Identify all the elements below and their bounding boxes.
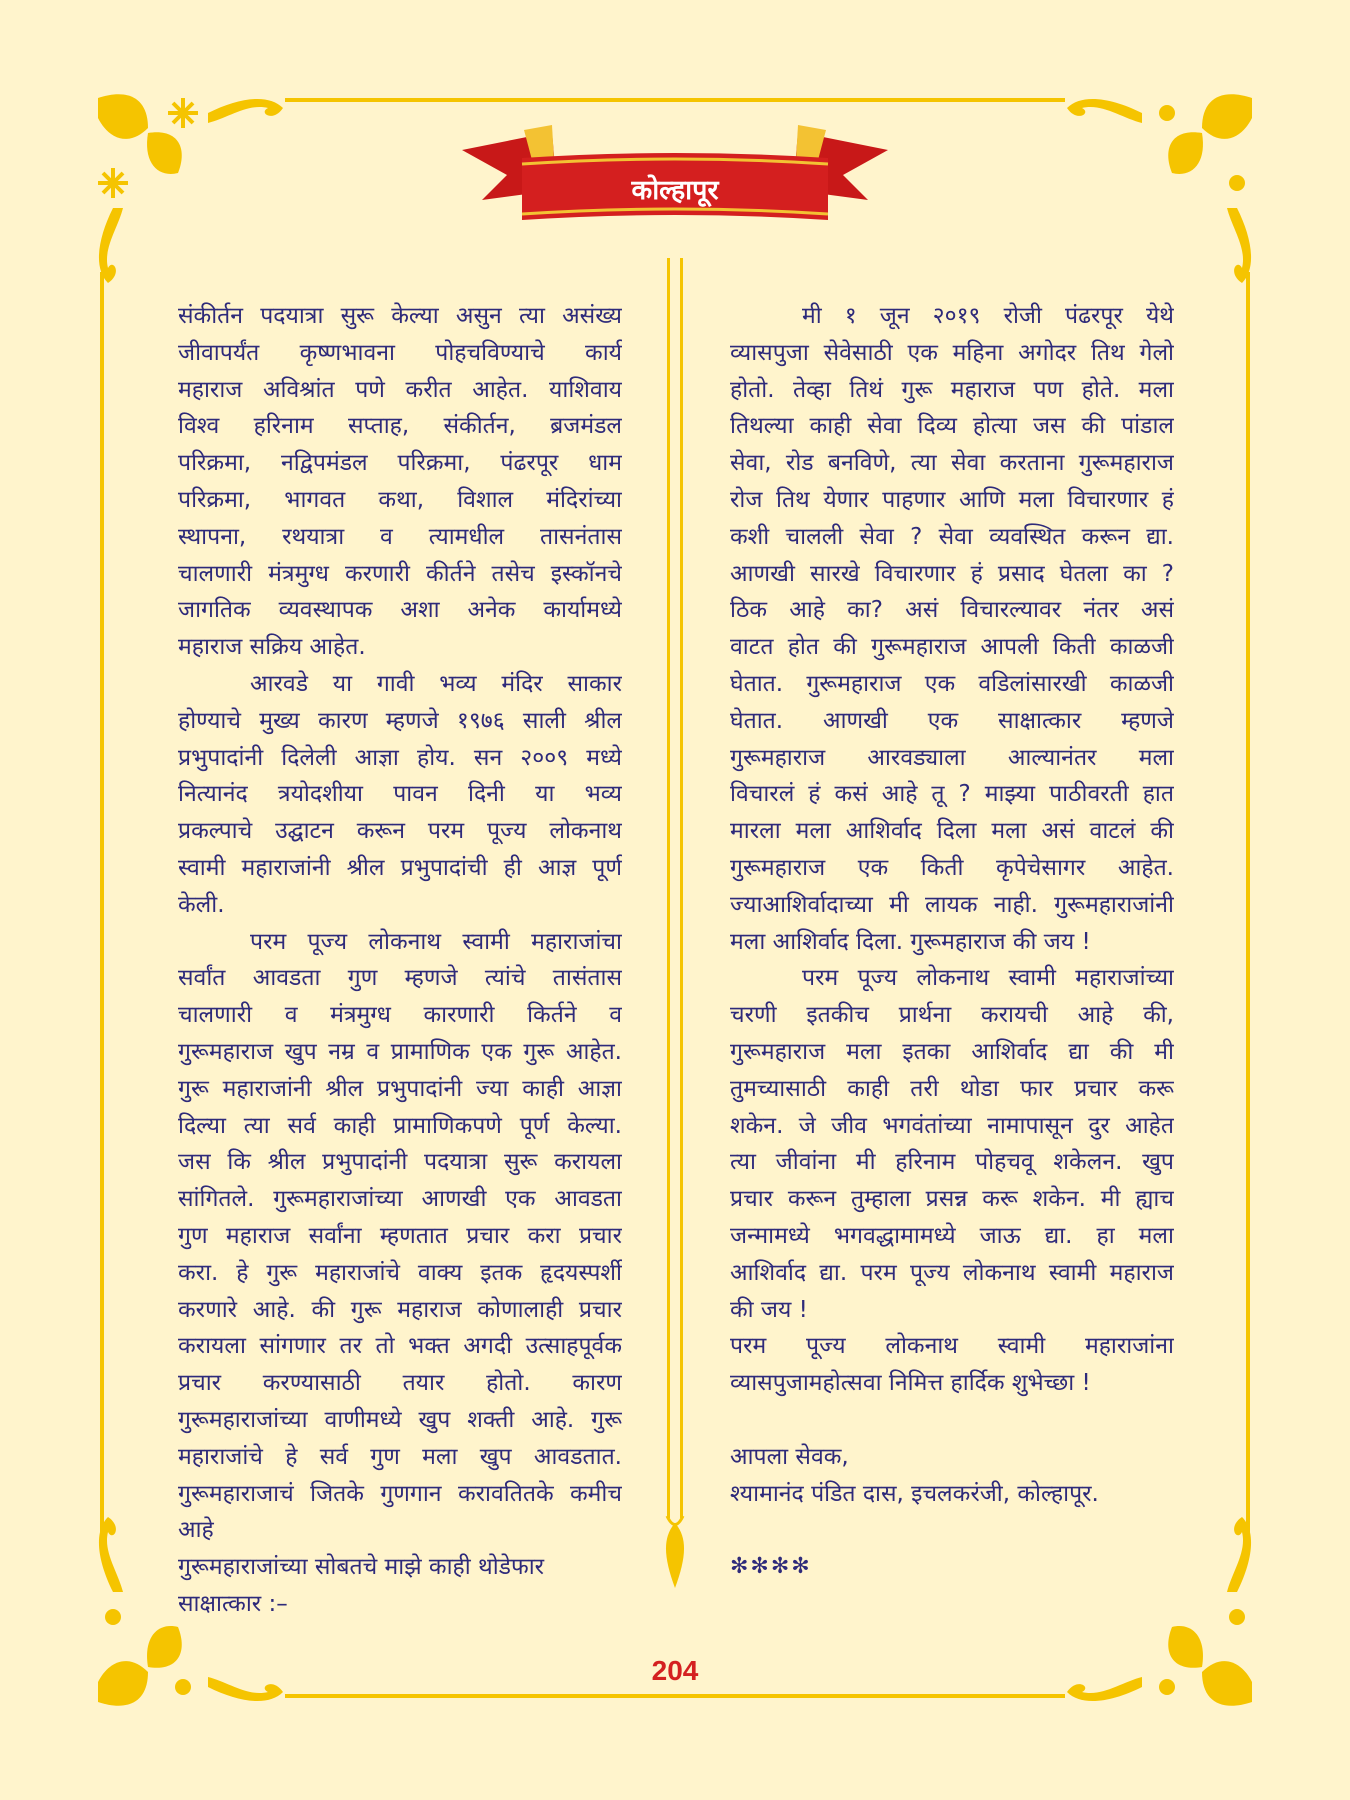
text-line: चालणारी मंत्रमुग्ध करणारी कीर्तने तसेच इस्कॉनचे [178,560,622,587]
text-line: ज्याआशिर्वादाच्या मी लायक नाही. गुरूमहाराजांनी [730,891,1174,918]
text-line: प्रचार करून तुम्हाला प्रसन्न करू शकेन. मी ह्याच [730,1186,1174,1213]
text-line: व्यासपुजामहोत्सवा निमित्त हार्दिक शुभेच्छा ! [730,1370,1091,1397]
paragraph [178,666,622,924]
text-line: नित्यानंद त्रयोदशीया पावन दिनी या भव्य [178,781,622,808]
text-line: महाराज अविश्रांत पणे करीत आहेत. याशिवाय [178,376,622,403]
signoff: आपला सेवक, [730,1443,849,1470]
text-line: चालणारी व मंत्रमुग्ध कारणारी किर्तने व [178,1002,622,1029]
text-line: आणखी सारखे विचारणार हं प्रसाद घेतला का ? [730,560,1174,587]
text-line: संकीर्तन पदयात्रा सुरू केल्या असुन त्या असंख्य [178,303,622,329]
text-line: ठिक आहे का? असं विचारल्यावर नंतर असं [730,597,1174,624]
paragraph [730,1328,1174,1402]
border-right [1246,272,1250,1532]
text-line: महाराज सक्रिय आहेत. [178,634,366,661]
text-line: गुरूमहाराज आरवड्याला आल्यानंतर मला [730,744,1174,771]
text-line: स्थापना, रथयात्रा व त्यामधील तासनंतास [178,523,622,550]
border-left [100,272,104,1532]
text-line: तिथल्या काही सेवा दिव्य होत्या जस की पांडाल [730,413,1174,440]
text-line: प्रकल्पाचे उद्घाटन करून परम पूज्य लोकनाथ [178,818,622,845]
text-line: परम पूज्य लोकनाथ स्वामी महाराजांना [730,1333,1174,1360]
text-line: व्यासपुजा सेवेसाठी एक महिना अगोदर तिथ गेलो [730,339,1174,366]
text-line: होतो. तेव्हा तिथं गुरू महाराज पण होते. मला [730,376,1174,403]
column-divider-icon [660,258,690,1588]
text-line: वाटत होत की गुरूमहाराज आपली किती काळजी [730,634,1174,661]
text-line: मी १ जून २०१९ रोजी पंढरपूर येथे [802,303,1174,329]
text-line: जन्मामध्ये भगवद्धामामध्ये जाऊ द्या. हा मला [730,1222,1174,1249]
text-line: जीवापर्यंत कृष्णभावना पोहचविण्याचे कार्य [178,339,622,366]
text-line: की जय ! [730,1296,808,1323]
text-line: त्या जीवांना मी हरिनाम पोहचवू शकेलन. खुप [730,1149,1174,1176]
text-line: गुरूमहाराज खुप नम्र व प्रामाणिक एक गुरू आहेत. [178,1038,622,1065]
paragraph [730,960,1174,1328]
page-title: कोल्हापूर [631,175,719,206]
text-line: गुरूमहाराजाचं जितके गुणगान करावतितके कमीच [178,1480,622,1507]
text-line: आरवडे या गावी भव्य मंदिर साकार [250,670,622,697]
text-line: परम पूज्य लोकनाथ स्वामी महाराजांचा [250,928,622,955]
text-line: सर्वांत आवडता गुण म्हणजे त्यांचे तासंतास [178,965,622,992]
text-line: जस कि श्रील प्रभुपादांनी पदयात्रा सुरू करायला [178,1149,622,1176]
border-top [285,98,1065,102]
text-line: करायला सांगणार तर तो भक्त अगदी उत्साहपूर्वक [178,1333,622,1360]
text-line: प्रभुपादांनी दिलेली आज्ञा होय. सन २००९ मध्ये [178,744,622,771]
text-line: विश्व हरिनाम सप्ताह, संकीर्तन, ब्रजमंडल [178,413,622,440]
signature: श्यामानंद पंडित दास, इचलकरंजी, कोल्हापूर. [730,1480,1099,1507]
text-line: गुण महाराज सर्वांना म्हणतात प्रचार करा प्रचार [178,1222,622,1249]
text-line: आहे [178,1517,214,1544]
left-column [178,298,622,1623]
text-line: परम पूज्य लोकनाथ स्वामी महाराजांच्या [802,965,1174,992]
text-line: केली. [178,891,225,918]
text-line: दिल्या त्या सर्व काही प्रामाणिकपणे पूर्ण केल्या. [178,1112,622,1139]
title-banner [462,120,888,225]
paragraph [178,924,622,1550]
corner-ornament-top-right-icon [1062,88,1262,288]
text-line: साक्षात्कार :– [178,1590,288,1617]
text-line: जागतिक व्यवस्थापक अशा अनेक कार्यामध्ये [178,597,622,624]
text-line: मला आशिर्वाद दिला. गुरूमहाराज की जय ! [730,928,1091,955]
text-line: गुरूमहाराजांच्या वाणीमध्ये खुप शक्ती आहे. गुरू [178,1406,622,1433]
border-bottom [285,1694,1065,1698]
page-number: 204 [651,1655,699,1686]
text-line: आशिर्वाद द्या. परम पूज्य लोकनाथ स्वामी महाराज [730,1259,1174,1286]
text-line: मारला मला आशिर्वाद दिला मला असं वाटलं की [730,818,1174,845]
text-line: घेतात. गुरूमहाराज एक वडिलांसारखी काळजी [730,670,1174,697]
paragraph [178,1586,622,1623]
corner-ornament-top-left-icon [88,88,288,288]
paragraph [730,298,1174,960]
right-column [730,298,1174,1586]
text-line: महाराजांचे हे सर्व गुण मला खुप आवडतात. [178,1443,622,1470]
text-line: सेवा, रोड बनविणे, त्या सेवा करताना गुरूमहाराज [730,450,1174,477]
paragraph [178,1549,622,1586]
text-line: परिक्रमा, भागवत कथा, विशाल मंदिरांच्या [178,486,622,513]
text-line: घेतात. आणखी एक साक्षात्कार म्हणजे [730,707,1174,734]
end-mark: ✻✻✻✻ [730,1554,812,1580]
text-line: गुरूमहाराज मला इतका आशिर्वाद द्या की मी [730,1038,1174,1065]
text-line: गुरूमहाराजांच्या सोबतचे माझे काही थोडेफार [178,1554,545,1581]
text-line: शकेन. जे जीव भगवंतांच्या नामापासून दुर आहेत [730,1112,1174,1139]
text-line: स्वामी महाराजांनी श्रील प्रभुपादांची ही आज्ञ पूर्ण [178,854,622,881]
text-line: परिक्रमा, नद्विपमंडल परिक्रमा, पंढरपूर धाम [178,450,622,477]
text-line: करणारे आहे. की गुरू महाराज कोणालाही प्रचार [178,1296,622,1323]
text-line: गुरू महाराजांनी श्रील प्रभुपादांनी ज्या काही आज्ञा [178,1075,622,1102]
text-line: तुमच्यासाठी काही तरी थोडा फार प्रचार करू [730,1075,1174,1102]
paragraph [178,298,622,666]
text-line: कशी चालली सेवा ? सेवा व्यवस्थित करून द्या. [730,523,1174,550]
text-line: प्रचार करण्यासाठी तयार होतो. कारण [178,1370,622,1397]
text-line: विचारलं हं कसं आहे तू ? माझ्या पाठीवरती हात [730,781,1174,808]
text-line: गुरूमहाराज एक किती कृपेचेसागर आहेत. [730,854,1174,881]
text-line: करा. हे गुरू महाराजांचे वाक्य इतक हृदयस्पर्शी [178,1259,622,1286]
text-line: होण्याचे मुख्य कारण म्हणजे १९७६ साली श्रील [178,707,622,734]
text-line: सांगितले. गुरूमहाराजांच्या आणखी एक आवडता [178,1186,622,1213]
text-line: चरणी इतकीच प्रार्थना करायची आहे की, [730,1002,1174,1029]
text-line: रोज तिथ येणार पाहणार आणि मला विचारणार हं [730,486,1174,513]
